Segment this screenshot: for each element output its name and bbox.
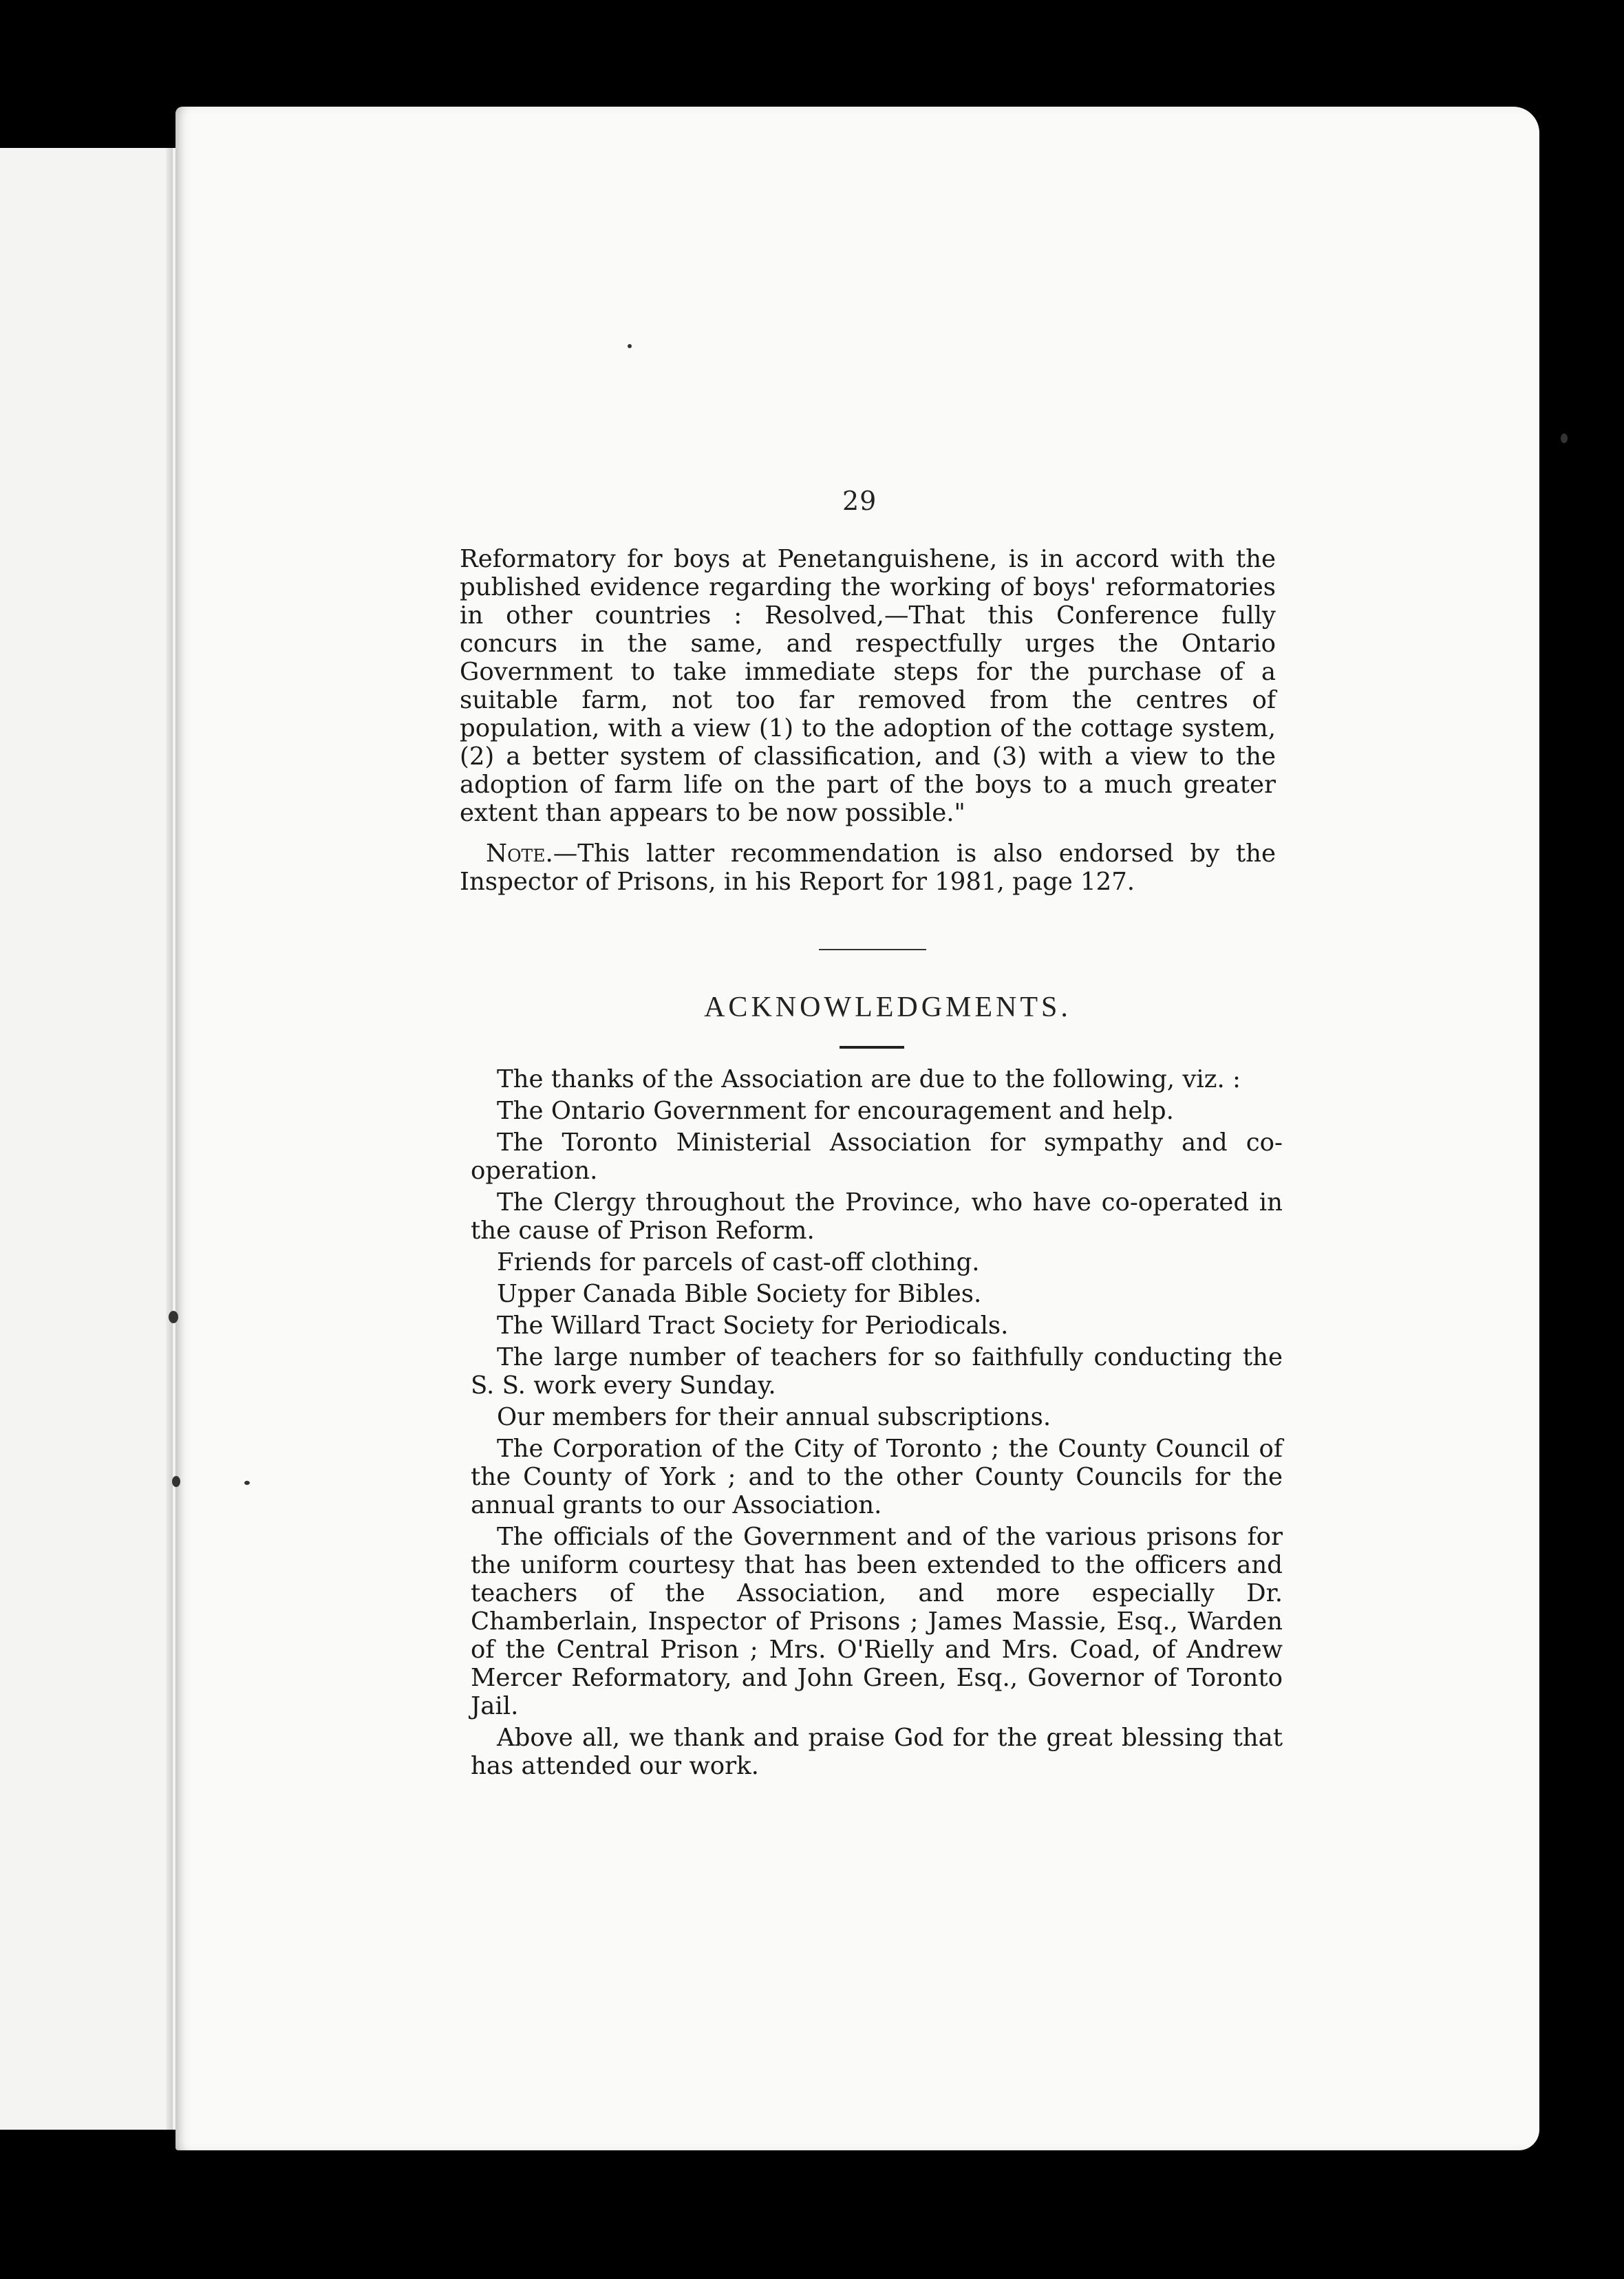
intro-paragraph-block bbox=[460, 545, 1276, 827]
scan-speck bbox=[172, 1476, 180, 1487]
scan-speck bbox=[628, 344, 632, 348]
acknowledgment-item: The Clergy throughout the Province, who have co-operated in the cause of Prison Reform. bbox=[471, 1188, 1283, 1245]
acknowledgment-item: The Corporation of the City of Toronto ; the County Council of the County of York ; and to the other County Councils for the annual grants to our Association. bbox=[471, 1435, 1283, 1519]
left-page-edge bbox=[0, 148, 184, 2130]
intro-paragraph: Reformatory for boys at Penetanguishene, is in accord with the published evidence regarding the working of boys' reformatories in other countries : Resolved,—That this Conference fully concurs in the same, and respectfully urges the Ontario Government to take immediate steps for the purchase of a suitable farm, not too far removed from the centres of population, with a view (1) to the adoption of the cottage system, (2) a better system of classification, and (3) with a view to the adoption of farm life on the part of the boys to a much greater extent than appears to be now possible." bbox=[460, 545, 1276, 827]
note-prefix: Note. bbox=[486, 839, 553, 868]
note-text: —This latter recommendation is also endorsed by the Inspector of Prisons, in his Report for 1981, page 127. bbox=[460, 839, 1276, 896]
page-number: 29 bbox=[842, 486, 877, 516]
acknowledgment-item: The Toronto Ministerial Association for sympathy and co-operation. bbox=[471, 1128, 1283, 1185]
acknowledgments-list bbox=[471, 1065, 1283, 1784]
note-paragraph bbox=[460, 839, 1276, 896]
acknowledgment-item: The large number of teachers for so faithfully conducting the S. S. work every Sunday. bbox=[471, 1343, 1283, 1400]
scan-speck bbox=[169, 1311, 178, 1323]
heading-underline bbox=[840, 1046, 904, 1049]
scan-speck bbox=[1561, 434, 1568, 443]
acknowledgment-item: The thanks of the Association are due to the following, viz. : bbox=[497, 1065, 1241, 1093]
acknowledgment-item: The Ontario Government for encouragement and help. bbox=[497, 1097, 1174, 1125]
acknowledgment-item: The officials of the Government and of the various prisons for the uniform courtesy that has been extended to the officers and teachers of the Association, and more especially Dr. Chamberlain, Inspector of Prisons ; James Massie, Esq., Warden of the Central Prison ; Mrs. O'Rielly and Mrs. Coad, of Andrew Mercer Reformatory, and John Green, Esq., Governor of Toronto Jail. bbox=[471, 1523, 1283, 1720]
acknowledgment-item: Our members for their annual subscriptions. bbox=[497, 1403, 1051, 1431]
acknowledgment-item: Friends for parcels of cast-off clothing. bbox=[497, 1248, 980, 1276]
acknowledgment-item: The Willard Tract Society for Periodicals. bbox=[497, 1312, 1009, 1340]
scan-speck bbox=[244, 1481, 250, 1485]
acknowledgment-item: Above all, we thank and praise God for the great blessing that has attended our work. bbox=[471, 1724, 1283, 1780]
note-block bbox=[460, 839, 1276, 896]
acknowledgment-item: Upper Canada Bible Society for Bibles. bbox=[497, 1280, 982, 1308]
page-fold bbox=[166, 148, 173, 2130]
section-divider bbox=[819, 949, 926, 950]
acknowledgments-heading: ACKNOWLEDGMENTS. bbox=[704, 992, 1071, 1023]
